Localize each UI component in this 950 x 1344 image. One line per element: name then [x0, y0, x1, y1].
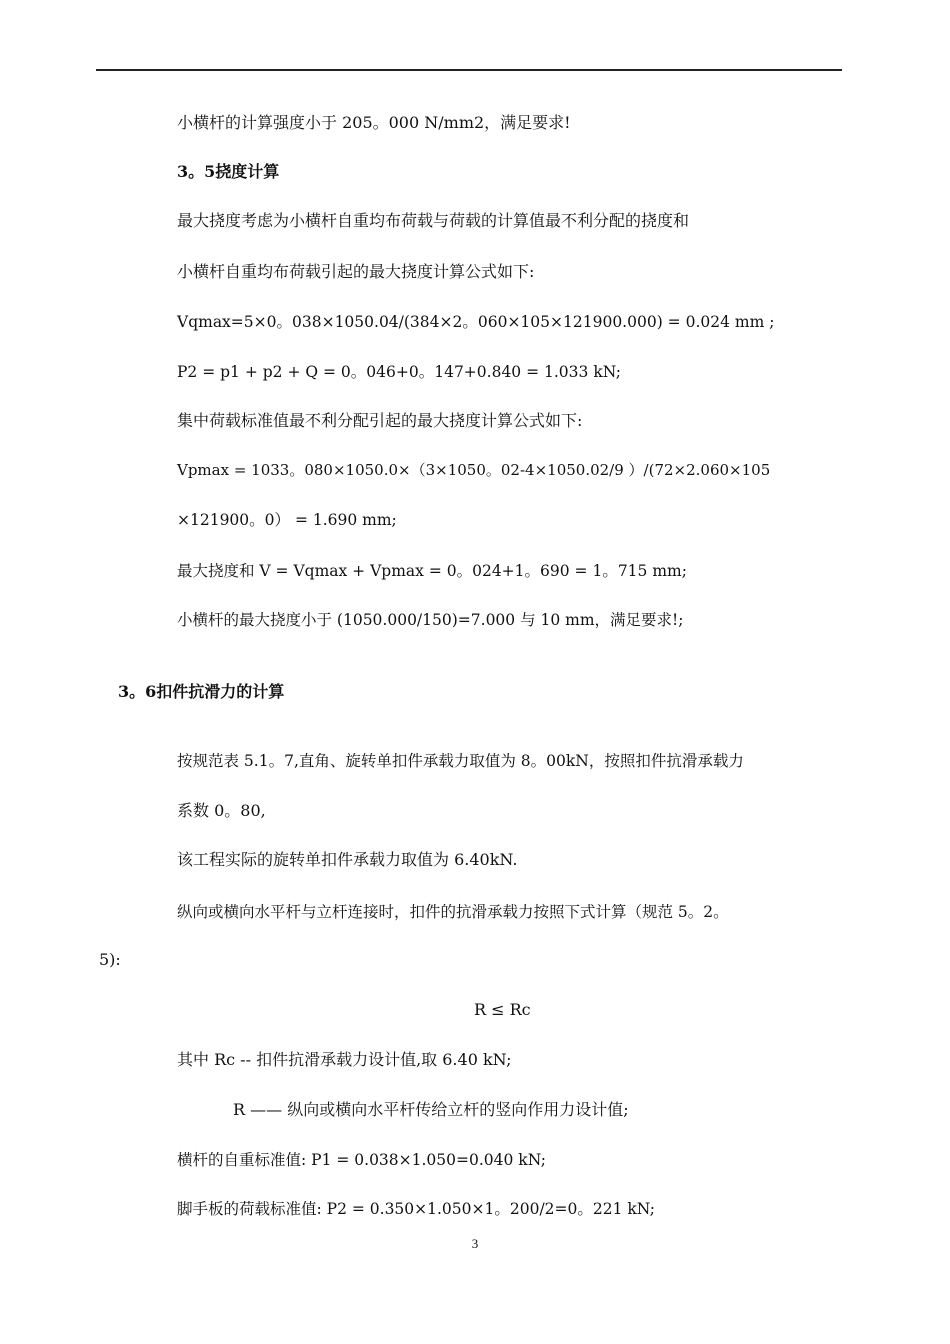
text-line: 纵向或横向水平杆与立杆连接时，扣件的抗滑承载力按照下式计算（规范 5。2。 [177, 903, 729, 921]
formula-line: 脚手板的荷载标准值: P2 = 0.350×1.050×1。200/2=0。221 kN; [177, 1200, 656, 1218]
text-line: 其中 Rc -- 扣件抗滑承载力设计值,取 6.40 kN; [177, 1050, 512, 1069]
formula-line: P2 = p1 + p2 + Q = 0。046+0。147+0.840 = 1.033 kN; [177, 363, 621, 381]
text-line: 按规范表 5.1。7,直角、旋转单扣件承载力取值为 8。00kN，按照扣件抗滑承载力 [177, 752, 744, 770]
section-heading: 3。6扣件抗滑力的计算 [118, 682, 285, 701]
text-line: 系数 0。80, [177, 801, 266, 820]
text-line: 小横杆的计算强度小于 205。000 N/mm2，满足要求! [177, 113, 571, 132]
formula-line: R ≤ Rc [474, 1000, 531, 1019]
text-line: 小横杆自重均布荷载引起的最大挠度计算公式如下: [177, 262, 535, 281]
text-line: 最大挠度考虑为小横杆自重均布荷载与荷载的计算值最不利分配的挠度和 [177, 211, 690, 230]
formula-line: 横杆的自重标准值: P1 = 0.038×1.050=0.040 kN; [177, 1151, 546, 1169]
text-line: R —— 纵向或横向水平杆传给立杆的竖向作用力设计值; [233, 1100, 629, 1119]
text-line: 该工程实际的旋转单扣件承载力取值为 6.40kN. [177, 850, 518, 869]
section-heading: 3。5挠度计算 [177, 162, 280, 181]
text-line: 5): [99, 950, 121, 969]
formula-line: Vqmax=5×0。038×1050.04/(384×2。060×105×121900.000) = 0.024 mm ; [177, 313, 775, 331]
formula-line: Vpmax = 1033。080×1050.0×（3×1050。02-4×1050.02/9 ）/(72×2.060×105 [177, 461, 771, 479]
formula-line: 最大挠度和 V = Vqmax + Vpmax = 0。024+1。690 = 1。715 mm; [177, 562, 687, 580]
text-line: 小横杆的最大挠度小于 (1050.000/150)=7.000 与 10 mm，满足要求!; [177, 611, 684, 629]
page-number: 3 [471, 1236, 479, 1251]
header-rule [96, 69, 842, 71]
text-line: 集中荷载标准值最不利分配引起的最大挠度计算公式如下: [177, 411, 583, 430]
formula-line: ×121900。0） = 1.690 mm; [177, 511, 397, 529]
